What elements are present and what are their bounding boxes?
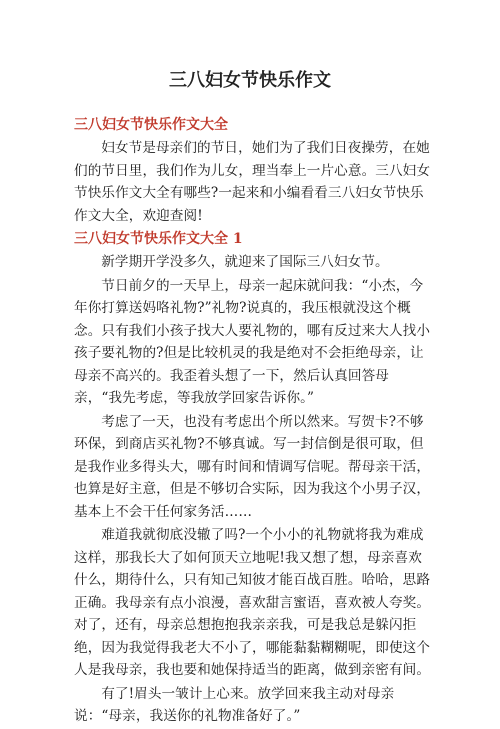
essay-paragraph: 新学期开学没多久，就迎来了国际三八妇女节。 <box>101 254 389 270</box>
essay-paragraph: 节日前夕的一天早上，母亲一起床就问我：“小杰，今年你打算送妈咯礼物?”礼物?说真的，我压根就没这个概念。只有我们小孩子找大人要礼物的，哪有反过来大人找小孩子要礼物的?但是比较机灵的我是绝对不会拒绝母亲，让母亲不高兴的。我歪着头想了一下，然后认真回答母亲，“我先考虑，等我放学回家告诉你。” <box>74 277 431 406</box>
article-body <box>74 114 434 729</box>
essay-heading: 三八妇女节快乐作文大全 1 <box>74 231 243 247</box>
essay-paragraph: 有了!眉头一皱计上心来。放学回来我主动对母亲说：“母亲，我送你的礼物准备好了。” <box>74 685 395 724</box>
article-title: 三八妇女节快乐作文 <box>169 70 331 91</box>
essay-paragraph: 难道我就彻底没辙了吗?一个小小的礼物就将我为难成这样，那我长大了如何顶天立地呢!我又想了想，母亲喜欢什么，期待什么，只有知己知彼才能百战百胜。哈哈，思路正确。我母亲有点小浪漫，喜欢甜言蜜语，喜欢被人夸奖。对了，还有，母亲总想抱抱我亲亲我，可是我总是躲闪拒绝，因为我觉得我老大不小了，哪能黏黏糊糊呢，即使这个人是我母亲，我也要和她保持适当的距离，做到亲密有间。 <box>74 527 431 678</box>
intro-paragraph: 妇女节是母亲们的节日，她们为了我们日夜操劳，在她们的节日里，我们作为儿女，理当奉上一片心意。三八妇女节快乐作文大全有哪些?一起来和小编看看三八妇女节快乐作文大全，欢迎查阅! <box>74 140 431 224</box>
essay-paragraph: 考虑了一天，也没有考虑出个所以然来。写贺卡?不够环保，到商店买礼物?不够真诚。写一封信倒是很可取，但是我作业多得头大，哪有时间和情调写信呢。帮母亲干活，也算是好主意，但是不够切合实际，因为我这个小男子汉，基本上不会干任何家务活…… <box>74 413 431 520</box>
section-heading: 三八妇女节快乐作文大全 <box>74 117 228 133</box>
